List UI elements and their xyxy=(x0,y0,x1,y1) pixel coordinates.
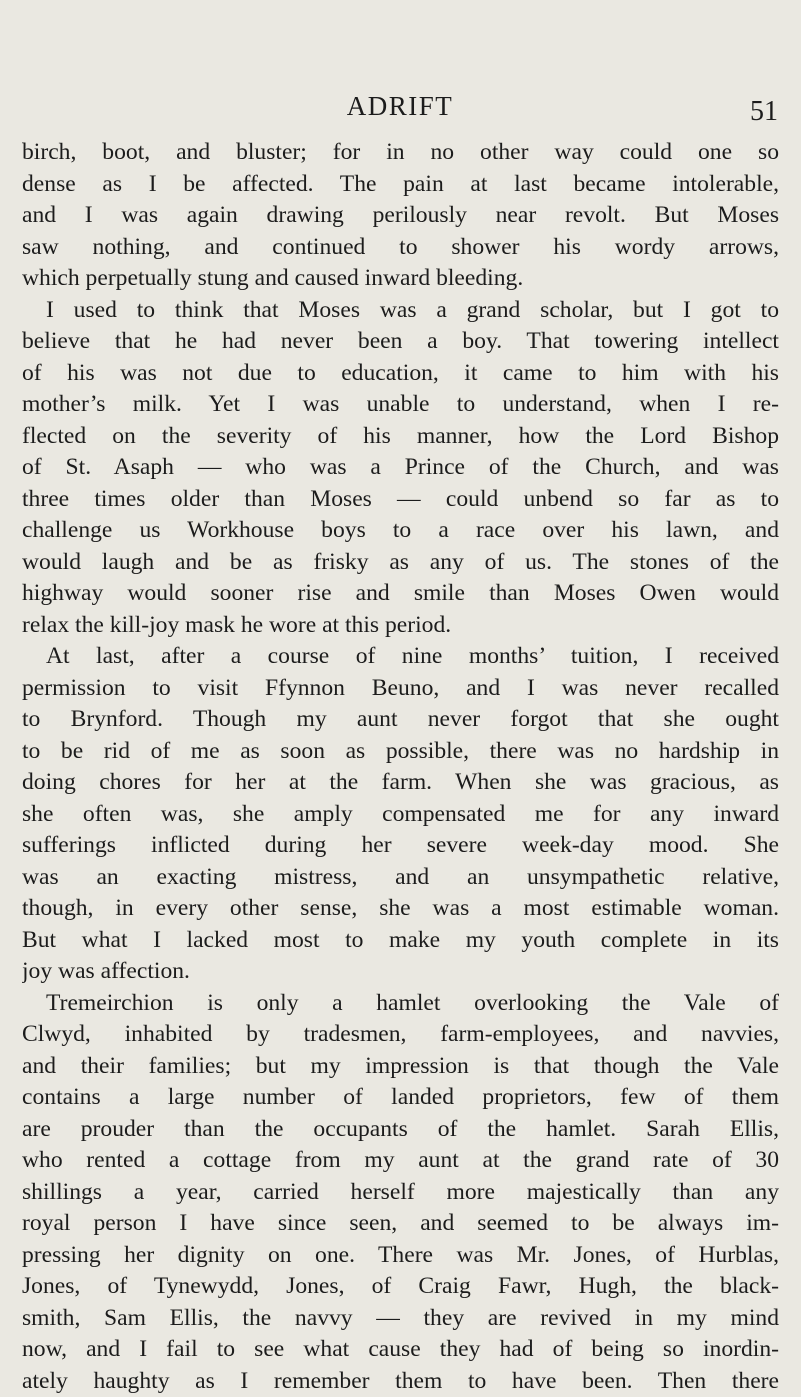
text-line: highway would sooner rise and smile than Moses Owen would xyxy=(22,578,779,610)
text-line: I used to think that Moses was a grand scholar, but I got to xyxy=(22,295,779,327)
text-line: believe that he had never been a boy. That towering intellect xyxy=(22,326,779,358)
text-line: she often was, she amply compensated me for any inward xyxy=(22,799,779,831)
text-line: flected on the severity of his manner, how the Lord Bishop xyxy=(22,421,779,453)
text-line: permission to visit Ffynnon Beuno, and I was never recalled xyxy=(22,673,779,705)
text-line: would laugh and be as frisky as any of us. The stones of the xyxy=(22,547,779,579)
text-line: Tremeirchion is only a hamlet overlooking the Vale of xyxy=(22,988,779,1020)
text-line: to be rid of me as soon as possible, there was no hardship in xyxy=(22,736,779,768)
body-text xyxy=(22,137,779,1397)
text-line: though, in every other sense, she was a most estimable woman. xyxy=(22,893,779,925)
page-number: 51 xyxy=(750,96,778,128)
text-line: who rented a cottage from my aunt at the grand rate of 30 xyxy=(22,1145,779,1177)
text-line: smith, Sam Ellis, the navvy — they are revived in my mind xyxy=(22,1303,779,1335)
text-line: now, and I fail to see what cause they had of being so inordin- xyxy=(22,1334,779,1366)
text-line: and their families; but my impression is that though the Vale xyxy=(22,1051,779,1083)
text-line: dense as I be affected. The pain at last became intolerable, xyxy=(22,169,779,201)
text-line: was an exacting mistress, and an unsympathetic relative, xyxy=(22,862,779,894)
text-line: ately haughty as I remember them to have been. Then there xyxy=(22,1366,779,1397)
text-line: contains a large number of landed proprietors, few of them xyxy=(22,1082,779,1114)
text-line: saw nothing, and continued to shower his wordy arrows, xyxy=(22,232,779,264)
text-line: which perpetually stung and caused inward bleeding. xyxy=(22,263,779,295)
text-line: and I was again drawing perilously near revolt. But Moses xyxy=(22,200,779,232)
text-line: Jones, of Tynewydd, Jones, of Craig Fawr, Hugh, the black- xyxy=(22,1271,779,1303)
text-line: of St. Asaph — who was a Prince of the Church, and was xyxy=(22,452,779,484)
text-line: Clwyd, inhabited by tradesmen, farm-employees, and navvies, xyxy=(22,1019,779,1051)
text-line: pressing her dignity on one. There was Mr. Jones, of Hurblas, xyxy=(22,1240,779,1272)
text-line: But what I lacked most to make my youth complete in its xyxy=(22,925,779,957)
text-line: joy was affection. xyxy=(22,956,779,988)
page-header xyxy=(22,90,778,130)
text-line: relax the kill-joy mask he wore at this period. xyxy=(22,610,779,642)
text-line: royal person I have since seen, and seemed to be always im- xyxy=(22,1208,779,1240)
text-line: of his was not due to education, it came to him with his xyxy=(22,358,779,390)
text-line: mother’s milk. Yet I was unable to understand, when I re- xyxy=(22,389,779,421)
text-line: to Brynford. Though my aunt never forgot that she ought xyxy=(22,704,779,736)
text-line: sufferings inflicted during her severe week-day mood. She xyxy=(22,830,779,862)
text-line: doing chores for her at the farm. When she was gracious, as xyxy=(22,767,779,799)
text-line: At last, after a course of nine months’ tuition, I received xyxy=(22,641,779,673)
text-line: three times older than Moses — could unbend so far as to xyxy=(22,484,779,516)
text-line: are prouder than the occupants of the hamlet. Sarah Ellis, xyxy=(22,1114,779,1146)
text-line: challenge us Workhouse boys to a race over his lawn, and xyxy=(22,515,779,547)
running-head: ADRIFT xyxy=(22,90,778,122)
text-line: shillings a year, carried herself more majestically than any xyxy=(22,1177,779,1209)
text-line: birch, boot, and bluster; for in no other way could one so xyxy=(22,137,779,169)
